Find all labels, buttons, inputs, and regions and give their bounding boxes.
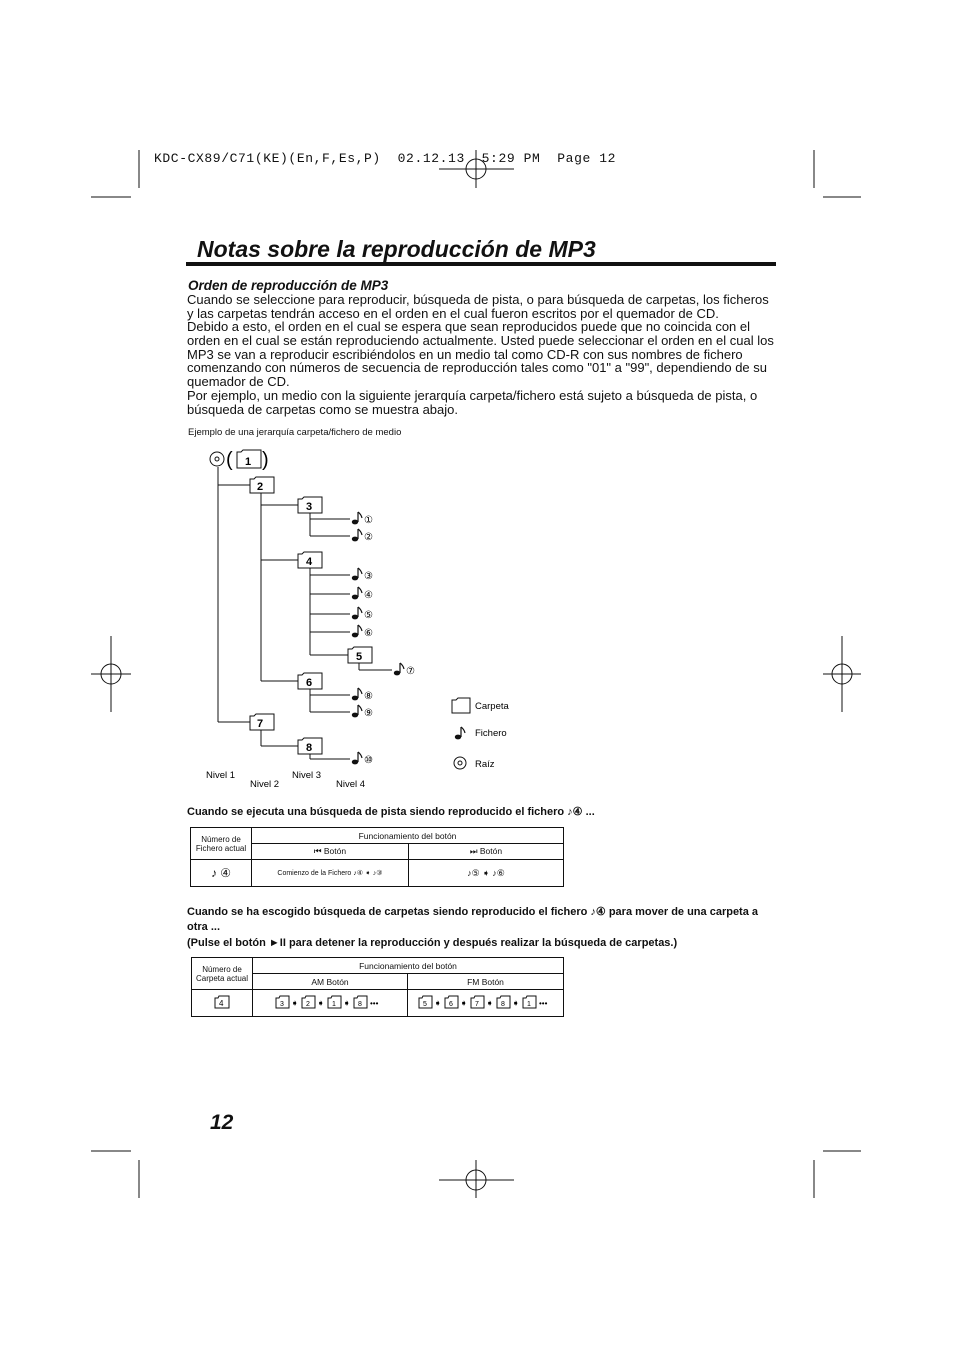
file-9 <box>352 705 373 719</box>
fm-sequence <box>408 990 564 1017</box>
am-sequence-icons <box>275 995 385 1009</box>
folder-2 <box>250 477 274 493</box>
file-8 <box>352 688 373 702</box>
legend-folder-label: Carpeta <box>475 701 509 712</box>
arrow-icon: ➧ <box>433 998 442 1008</box>
level-1-label: Nivel 1 <box>206 770 236 781</box>
svg-text:④: ④ <box>364 590 373 601</box>
svg-text:⑦: ⑦ <box>406 666 415 677</box>
svg-text:2: 2 <box>257 481 264 493</box>
svg-text:7: 7 <box>474 1001 479 1008</box>
svg-text:5: 5 <box>422 1001 427 1008</box>
svg-text:8: 8 <box>500 1001 505 1008</box>
next-sequence: ♪⑤ ➧ ♪⑥ <box>409 860 564 887</box>
svg-text:6: 6 <box>306 677 313 689</box>
svg-text:7: 7 <box>257 718 264 730</box>
svg-text:8: 8 <box>306 742 313 754</box>
root-disc-icon <box>210 452 224 466</box>
file-5 <box>352 607 373 621</box>
svg-text:⑨: ⑨ <box>364 708 373 719</box>
fm-folder-8 <box>497 996 510 1008</box>
legend-file-icon <box>455 727 465 739</box>
legend-folder-icon <box>452 698 470 713</box>
btn-prev-label: ⏮ Botón <box>252 844 409 860</box>
folder-8 <box>298 738 322 754</box>
page-title: Notas sobre la reproducción de MP3 <box>197 236 596 262</box>
svg-text:6: 6 <box>448 1001 453 1008</box>
svg-text:⑩: ⑩ <box>364 755 373 766</box>
svg-text:2: 2 <box>306 1001 310 1008</box>
file-7 <box>394 663 415 677</box>
file-2 <box>352 529 373 543</box>
paragraph-3: Por ejemplo, un medio con la siguiente jerarquía carpeta/fichero está sujeto a búsqueda de pista, o búsqueda de carpetas como se muestra abajo. <box>187 388 758 417</box>
svg-text:3: 3 <box>306 501 313 513</box>
btn-fm-label: FM Botón <box>408 974 564 990</box>
arrow-icon: ➧ <box>485 998 494 1008</box>
folder-search-heading: Cuando se ha escogido búsqueda de carpetas siendo reproducido el fichero ♪④ para mover de una carpeta a otra ... <box>187 906 759 933</box>
folder-search-table <box>191 957 564 1017</box>
file-1 <box>352 512 373 526</box>
paragraph-2: Debido a esto, el orden en el cual se espera que sean reproducidos puede que no coincida con el orden en el cual se están reproduciendo actualmente. Usted puede seleccionar el orden en el cual los MP3 se van a reproducir escribiéndolos en un medio tal como CD-R con sus nombres de fichero comenzando con números de secuencia de reproducción tales como "01" a "99", dependiendo de su quemador de CD. <box>187 319 774 390</box>
root-open-paren: ( <box>226 449 233 471</box>
print-header: KDC-CX89/C71(KE)(En,F,Es,P) 02.12.13 5:29 PM Page 12 <box>154 151 617 166</box>
diagram-caption: Ejemplo de una jerarquía carpeta/fichero de medio <box>188 427 402 438</box>
svg-text:5: 5 <box>356 651 363 663</box>
fm-folder-5 <box>419 996 432 1008</box>
folder-search-note: (Pulse el botón ►II para detener la reproducción y después realizar la búsqueda de carpetas.) <box>187 937 678 949</box>
current-folder <box>192 990 253 1017</box>
paragraph-1: Cuando se seleccione para reproducir, búsqueda de pista, o para búsqueda de carpetas, los ficheros y las carpetas tendrán acceso en el orden en el cual fueron escritos por el quemador de CD. <box>187 292 769 321</box>
svg-text:⑥: ⑥ <box>364 628 373 639</box>
col-button-ops-2: Funcionamiento del botón <box>253 958 564 974</box>
track-search-table <box>190 827 564 887</box>
svg-text:③: ③ <box>364 571 373 582</box>
col-current-folder: Número de Carpeta actual <box>192 958 253 990</box>
section-subtitle: Orden de reproducción de MP3 <box>188 278 389 293</box>
folder-3 <box>298 497 322 513</box>
prev-sequence: Comienzo de la Fichero ♪④ ➧ ♪③ <box>252 860 409 887</box>
fm-folder-1 <box>523 996 536 1008</box>
legend-root-icon <box>454 757 466 769</box>
current-file: ♪ ④ <box>191 860 252 887</box>
folder-1 <box>237 450 261 468</box>
folder-7 <box>250 714 274 730</box>
am-folder-2 <box>302 996 315 1008</box>
svg-text:⑧: ⑧ <box>364 691 373 702</box>
btn-am-label: AM Botón <box>253 974 408 990</box>
level-2-label: Nivel 2 <box>250 779 280 790</box>
svg-text:3: 3 <box>280 1001 284 1008</box>
col-current-file: Número de Fichero actual <box>191 828 252 860</box>
file-3 <box>352 568 373 582</box>
svg-text:4: 4 <box>306 556 313 568</box>
am-folder-3 <box>276 996 289 1008</box>
current-folder-icon <box>213 995 231 1009</box>
am-folder-1 <box>328 996 341 1008</box>
fm-sequence-icons <box>418 995 554 1009</box>
level-4-label: Nivel 4 <box>336 779 366 790</box>
fm-folder-6 <box>445 996 458 1008</box>
page-number: 12 <box>210 1111 234 1134</box>
am-folder-8 <box>354 996 367 1008</box>
file-4 <box>352 587 373 601</box>
level-3-label: Nivel 3 <box>292 770 322 781</box>
svg-text:1: 1 <box>245 456 252 468</box>
arrow-icon: ➧ <box>291 998 299 1008</box>
file-10 <box>352 752 373 766</box>
svg-text:4: 4 <box>219 999 224 1008</box>
legend-file-label: Fichero <box>475 728 507 739</box>
arrow-icon: ➧ <box>511 998 520 1008</box>
svg-text:⑤: ⑤ <box>364 610 373 621</box>
arrow-icon: ➧ <box>343 998 351 1008</box>
fm-folder-7 <box>471 996 484 1008</box>
arrow-icon: ➧ <box>317 998 325 1008</box>
root-close-paren: ) <box>262 449 269 471</box>
arrow-icon: ➧ <box>459 998 468 1008</box>
svg-text:8: 8 <box>358 1001 362 1008</box>
file-6 <box>352 625 373 639</box>
legend-root-label: Raíz <box>475 759 495 770</box>
fm-more: ••• <box>538 999 547 1008</box>
am-sequence <box>253 990 408 1017</box>
svg-text:②: ② <box>364 532 373 543</box>
svg-text:①: ① <box>364 515 373 526</box>
folder-4 <box>298 552 322 568</box>
track-search-heading: Cuando se ejecuta una búsqueda de pista siendo reproducido el fichero ♪④ ... <box>187 806 595 818</box>
col-button-ops: Funcionamiento del botón <box>252 828 564 844</box>
folder-5 <box>348 647 372 663</box>
svg-text:1: 1 <box>526 1001 531 1008</box>
btn-next-label: ⏭ Botón <box>409 844 564 860</box>
svg-text:1: 1 <box>332 1001 336 1008</box>
folder-6 <box>298 673 322 689</box>
am-more: ••• <box>370 999 379 1008</box>
